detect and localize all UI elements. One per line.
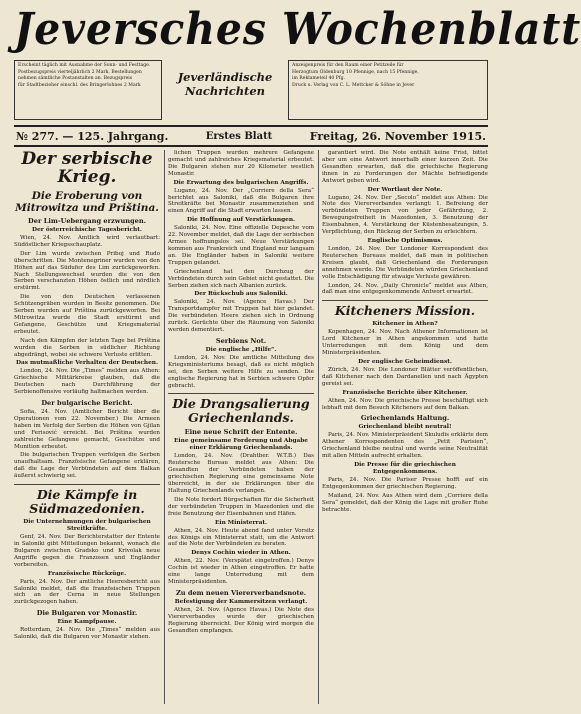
article-paragraph: Lugano, 24. Nov. Der „Corriere della Sera“ berichtet aus Saloniki, daß die Bulgaren ihre Streitkräfte bei Monastir zusammenziehen und einen Angriff auf die Stadt erwarten lassen. bbox=[168, 187, 314, 215]
section-subheading: Befestigung der Kammersitzen verlangt. bbox=[174, 598, 308, 605]
article-paragraph: Griechenland hat den Durchzug der Verbündeten durch sein Gebiet nicht gestattet. Die Serben ziehen sich nach Albanien zurück. bbox=[168, 268, 314, 289]
main-headline: Der serbische Krieg. bbox=[21, 149, 153, 187]
section-heading: Französische Berichte über Kitchener. bbox=[342, 389, 468, 396]
article-paragraph: Mailand, 24. Nov. Aus Athen wird dem „Corriere della Sera“ gemeldet, daß der König die Lage mit großer Ruhe betrachte. bbox=[322, 492, 488, 513]
article-paragraph: Athen, 24. Nov. Die griechische Presse beschäftigt sich lebhaft mit dem Besuch Kitcheners auf dem Balkan. bbox=[322, 397, 488, 411]
article-paragraph: London, 24. Nov. Der Londoner Korrespondent des Reuterschen Bureaus meldet, daß man in politischen Kreisen glaubt, daß Griechenland die Forderungen annehmen werde. Die Verbündeten würden Griechenland volle Entschädigung für etwaige Verluste gewähren. bbox=[322, 245, 488, 280]
subscription-line: Erscheint täglich mit Ausnahme der Sonn- und Festtage. bbox=[18, 63, 151, 68]
article-paragraph: London, 24. Nov. (Drahtber. W.T.B.) Das Reutersche Bureau meldet aus Athen: Die Gesandten der Verbündeten haben der griechischen Regierung eine gemeinsame Note überreicht, in der sie Erklärungen über die Haltung Griechenlands verlangen. bbox=[168, 453, 314, 494]
section-subheading: Der österreichische Tagesbericht. bbox=[32, 227, 142, 233]
section-heading: Die Bulgaren vor Monastir. bbox=[36, 609, 138, 618]
article-paragraph: Die bulgarischen Truppen verfolgen die Serben unaufhaltsam. Französische Gefangene erklären, daß die Lage der Verbündeten auf dem Balkan äußerst schwierig sei. bbox=[14, 452, 160, 480]
article-paragraph: Athen, 24. Nov. Heute abend fand unter Vorsitz des Königs ein Ministerrat statt, um die Antwort auf die Note der Verbündeten zu beraten. bbox=[168, 527, 314, 548]
section-subheading: Eine Kampfpause. bbox=[57, 619, 117, 626]
article-paragraph: Der Lim wurde zwischen Priboj und Rudo überschritten. Die Montenegriner wurden von den Höhen auf das Südufer des Lim zurückgeworfen. Nach Stellungswechsel wurden die von den Serben verschanzten Höhen östlich und nördlich erstürmt. bbox=[14, 250, 160, 292]
article-paragraph: Kopenhagen, 24. Nov. Nach Athener Informationen ist Lord Kitchener in Athen angekommen und hatte Unterredungen mit dem König und dem Ministerpräsidenten. bbox=[322, 329, 488, 357]
section-heading: Denys Cochin wieder in Athen. bbox=[191, 550, 291, 557]
subheadline: Die Eroberung von Mitrowitza und Priština. bbox=[15, 190, 159, 214]
edition-label: Erstes Blatt bbox=[205, 130, 273, 142]
article-paragraph: Die von den Deutschen verlassenen Schützengräben wurden in Besitz genommen. Die Serben wurden auf Priština zurückgeworfen. Bei Mitrowitza wurde die Stadt erstürmt und Gefangene, Geschütze und Kriegsmaterial erbeutet. bbox=[14, 294, 160, 335]
article-paragraph: Athen, 22. Nov. (Verspätet eingetroffen.) Denys Cochin ist wieder in Athen eingetroffen. Er hatte eine lange Unterredung mit dem Ministerpräsidenten. bbox=[168, 558, 314, 586]
section-heading: Englische Optimismus. bbox=[367, 237, 443, 244]
section-subheading: Die Unternehmungen der bulgarischen Streitkräfte. bbox=[23, 519, 151, 533]
sub-masthead bbox=[168, 60, 282, 130]
article-headline: Kitcheners Mission. bbox=[322, 300, 488, 318]
section-heading: Die Presse für die griechischen Entgegenkommens. bbox=[354, 462, 456, 476]
subscription-info-box bbox=[14, 60, 162, 120]
issue-date: Freitag, 26. November 1915. bbox=[309, 129, 486, 143]
section-heading: Das mutmaßliche Verhalten der Deutschen. bbox=[15, 360, 159, 367]
article-paragraph: Paris, 24. Nov. Die Pariser Presse hofft auf ein Entgegenkommen der griechischen Regierung. bbox=[322, 477, 488, 490]
article-headline: Die Kämpfe in Südmazedonien. bbox=[14, 484, 160, 516]
article-paragraph: Sofia, 24. Nov. (Amtlicher Bericht über die Operationen vom 22. November.) Die Armeen haben im Verfolg der Serben die Höhen von Gjilan und Ferisović erreicht. Bei Priština wurden zahlreiche Gefangene gemacht, Geschütze und Munition erbeutet. bbox=[14, 409, 160, 450]
section-heading: Französische Rückzüge. bbox=[47, 570, 127, 577]
subscription-line: Postbezugspreis vierteljährlich 2 Mark. Bestellungen bbox=[18, 69, 142, 75]
issue-number: № 277. — 125. Jahrgang. bbox=[16, 129, 169, 143]
section-heading: Griechenlands Haltung. bbox=[360, 414, 450, 423]
section-subheading: Eine neue Schrift der Entente. bbox=[184, 428, 298, 437]
article-paragraph: Saloniki, 24. Nov. Eine offizielle Depesche vom 22. November meldet, daß die Lage der serbischen Armee hoffnungslos sei. Neue Verstärkungen kommen aus Frankreich und England nur langsam an. Die Engländer haben in Saloniki weitere Truppen gelandet. bbox=[168, 225, 314, 266]
article-paragraph: Athen, 24. Nov. (Agence Havas.) Die Note des Viererverbandes wurde der griechischen Regierung überreicht. Der König wird morgen die Gesandten empfangen. bbox=[168, 606, 314, 634]
advertising-line: Herzogtum Oldenburg 10 Pfennige, nach 15 Pfennige, bbox=[292, 69, 419, 75]
section-subheading: Griechenland bleibt neutral! bbox=[358, 424, 452, 431]
section-subheading: Kitchener in Athen? bbox=[372, 321, 438, 328]
column-divider bbox=[164, 150, 165, 704]
sub-masthead-line: Jeverländische bbox=[177, 70, 273, 84]
article-paragraph: Paris, 24. Nov. Der amtliche Heeresbericht aus Saloniki meldet, daß die französischen Truppen sich an der Cerna in neue Stellungen zurückgezogen haben. bbox=[14, 578, 160, 606]
section-heading: Zu dem neuen Viererverbandsnote. bbox=[175, 588, 307, 597]
dateline bbox=[14, 125, 488, 147]
article-paragraph: lichen Truppen wurden mehrere Gefangene gemacht und zahlreiches Kriegsmaterial erbeutet. Die Bulgaren stehen nur 20 Kilometer westlich Monastir. bbox=[168, 150, 314, 177]
column-3 bbox=[322, 150, 488, 704]
article-headline: Die Drangsalierung Griechenlands. bbox=[168, 393, 314, 425]
advertising-info-box bbox=[288, 60, 488, 120]
article-paragraph: Paris, 24. Nov. Ministerpräsident Skuludis erklärte dem Athener Korrespondenten des „Petit Parisien“, Griechenland bleibe neutral und werde seine Neutralität mit allen Mitteln aufrecht erhalten. bbox=[322, 432, 488, 460]
article-paragraph: garantiert wird. Die Note enthält keine Frist, bittet aber um eine Antwort innerhalb einer kurzen Zeit. Die Gesandten erwarten, daß die griechische Regierung ihnen in zu Forderungen der Mächte befriedigende Antwort geben wird. bbox=[322, 150, 488, 184]
subscription-line: für Stadtbezieher einschl. des Bringerlohnes 2 Mark bbox=[18, 82, 141, 88]
article-paragraph: Nach den Kämpfen der letzten Tage bei Priština wurden die Serben in südlicher Richtung abgedrängt, wobei sie schwere Verluste erlitten. bbox=[14, 337, 160, 358]
section-heading: Der Wortlaut der Note. bbox=[367, 186, 443, 193]
section-heading: Der Lim-Uebergang erzwungen. bbox=[28, 217, 146, 225]
article-paragraph: London, 24. Nov. „Daily Chronicle“ meldet aus Athen, daß man eine entgegenkommende Antwort erwartet. bbox=[322, 282, 488, 296]
section-heading: Ein Ministerrat. bbox=[214, 519, 268, 526]
advertising-line: im Reklameteil 40 Pfg. bbox=[292, 76, 345, 82]
advertising-line: Druck u. Verlag von C. L. Mettcker & Söhne in Jever bbox=[292, 82, 415, 88]
section-heading: Die Erwartung des bulgarischen Angriffs. bbox=[173, 179, 309, 186]
column-2 bbox=[168, 150, 314, 704]
section-heading: Die Hoffnung auf Verstärkungen. bbox=[186, 217, 296, 224]
article-paragraph: Wien, 24. Nov. Amtlich wird verlautbart: Südöstlicher Kriegsschauplatz. bbox=[14, 235, 160, 248]
article-paragraph: Rotterdam, 24. Nov. Die „Times“ melden aus Saloniki, daß die Bulgaren vor Monastir stehen. bbox=[14, 627, 160, 641]
article-paragraph: London, 24. Nov. Die amtliche Mitteilung des Kriegsministeriums besagt, daß es nicht möglich sei, den Serben weitere Hilfe zu senden. Die englische Regierung hat in Serbien schwere Opfer gebracht. bbox=[168, 354, 314, 389]
article-paragraph: London, 24. Nov. Die „Times“ melden aus Athen: Griechische Militärkreise glauben, daß die Deutschen nach Durchführung der Serbienoffensive vorläufig haltmachen werden. bbox=[14, 368, 160, 396]
article-paragraph: Zürich, 24. Nov. Die Londoner Blätter veröffentlichen, daß Kitchener nach den Dardanellen und nach Ägypten gereist sei. bbox=[322, 366, 488, 387]
sub-masthead-line: Nachrichten bbox=[184, 84, 266, 98]
masthead: Jeversches Wochenblatt bbox=[14, 4, 581, 55]
column-divider bbox=[318, 150, 319, 704]
article-paragraph: Saloniki, 24. Nov. (Agence Havas.) Der Transportdampfer mit Truppen hat hier gelandet. Die verbündeten Heere ziehen sich in Ordnung zurück. Gerüchte über die Räumung von Saloniki werden dementiert. bbox=[168, 299, 314, 334]
advertising-line: Anzeigenpreis für den Raum einer Petitzeile für bbox=[292, 63, 404, 68]
column-1 bbox=[14, 150, 160, 704]
article-paragraph: Die Note fordert Bürgschaften für die Sicherheit der verbündeten Truppen in Mazedonien und die freie Benutzung der Eisenbahnen und Häfen. bbox=[168, 496, 314, 517]
section-heading: Serbiens Not. bbox=[215, 336, 267, 345]
section-heading: Der englische Geheimdienst. bbox=[358, 358, 452, 365]
article-paragraph: Lugano, 24. Nov. Der „Secolo“ meldet aus Athen: Die Note des Viererverbandes verlangt: 1. Befreiung der verbündeten Truppen von jeder Gefährdung, 2. Bewegungsfreiheit in Mazedonien, 3. Benutzung der Eisenbahnen, 4. Verstärkung der Küstenbesatzungen, 5. Verpflichtung, den Rückzug der Serben zu erleichtern. bbox=[322, 194, 488, 236]
subscription-line: nehmen sämtliche Postanstalten an. Bezugspreis bbox=[18, 76, 133, 82]
section-heading: Eine gemeinsame Forderung und Abgabe einer Erklärung Griechenlands. bbox=[174, 438, 308, 452]
article-paragraph: Genf, 24. Nov. Der Berichterstatter der Entente in Saloniki gibt Mitteilungen bekannt, wonach die Bulgaren zwischen Gradsko und Krivolak neue Angriffe gegen die Franzosen und Engländer vorbereiten. bbox=[14, 534, 160, 568]
section-heading: Der bulgarische Bericht. bbox=[41, 399, 133, 408]
section-subheading: Die englische „Hilfe“. bbox=[205, 346, 277, 353]
section-heading: Der Rückschub aus Saloniki. bbox=[194, 291, 288, 298]
